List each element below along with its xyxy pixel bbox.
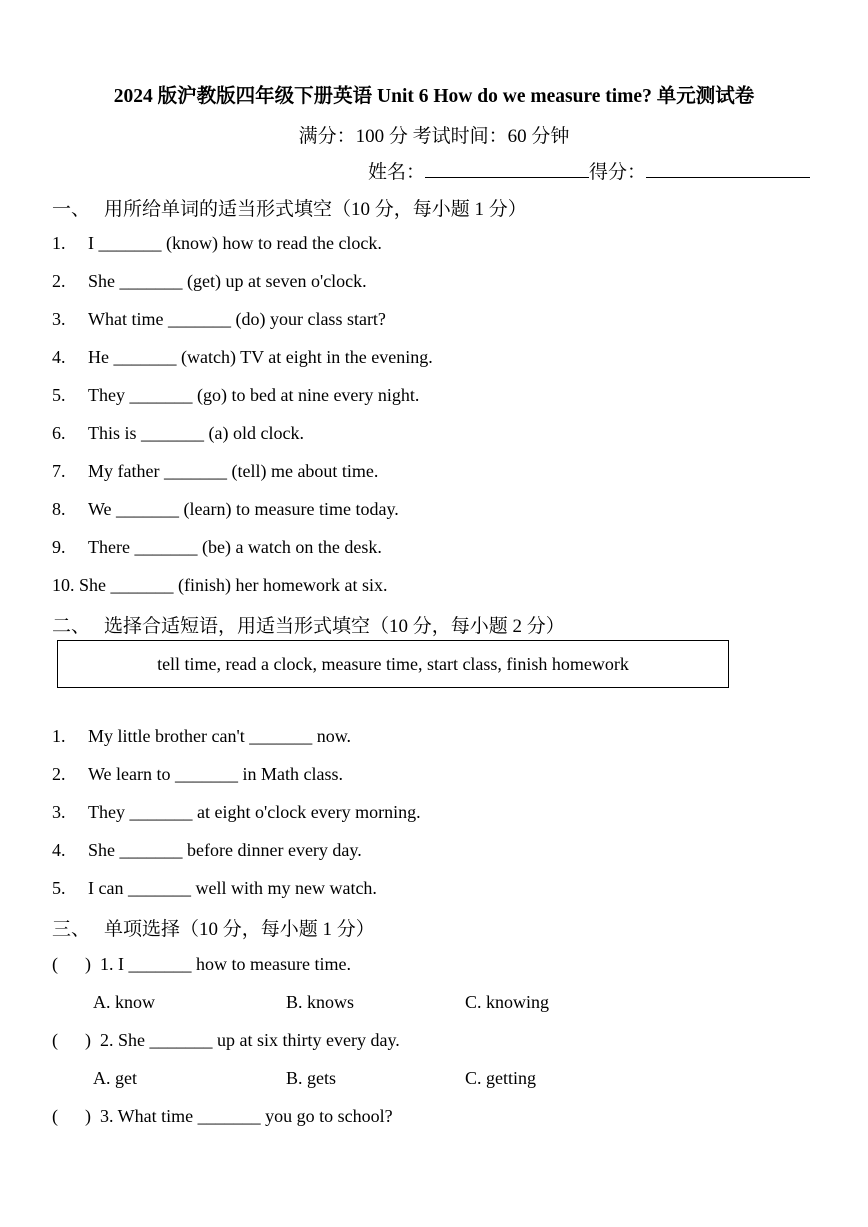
question-number: 4. [52,347,66,367]
option-a: A. know [93,992,155,1012]
question-item [52,423,304,444]
section-number: 一、 [52,199,91,220]
question-item [52,802,421,823]
question-number: 2. [52,764,66,784]
question-text: They _______ at eight o'clock every morning. [88,802,421,822]
question-item [52,309,386,330]
question-text: 2. She _______ up at six thirty every day. [100,1030,400,1050]
question-item [52,575,387,596]
section-title: 选择合适短语，用适当形式填空（10 分，每小题 2 分） [104,616,565,637]
question-item [52,764,343,785]
question-number: 3. [52,309,66,329]
question-number: 2. [52,271,66,291]
question-text: My father _______ (tell) me about time. [88,461,379,481]
question-text: This is _______ (a) old clock. [88,423,304,443]
question-item [52,878,377,899]
answer-paren[interactable]: ( ) [52,1030,91,1050]
section-title: 用所给单词的适当形式填空（10 分，每小题 1 分） [104,199,527,220]
score-label: 得分： [589,162,647,183]
name-score-line [368,157,810,184]
question-item [52,347,433,368]
question-text: She _______ (get) up at seven o'clock. [88,271,367,291]
question-item [52,840,362,861]
question-number: 7. [52,461,66,481]
question-item [52,726,351,747]
answer-paren[interactable]: ( ) [52,1106,91,1126]
question-item [52,233,382,254]
option-b: B. knows [286,992,355,1012]
question-text: She _______ (finish) her homework at six. [79,575,388,595]
question-number: 5. [52,878,66,898]
question-text: We _______ (learn) to measure time today. [88,499,399,519]
name-label: 姓名： [368,162,426,183]
answer-paren[interactable]: ( ) [52,954,91,974]
name-blank[interactable] [425,159,589,178]
section-number: 三、 [52,919,91,940]
question-text: We learn to _______ in Math class. [88,764,343,784]
section-title: 单项选择（10 分，每小题 1 分） [104,919,375,940]
question-text: There _______ (be) a watch on the desk. [88,537,382,557]
question-text: I _______ (know) how to read the clock. [88,233,382,253]
question-number: 1. [52,233,66,253]
question-number: 3. [52,802,66,822]
choice-question [52,1030,400,1051]
question-text: 1. I _______ how to measure time. [100,954,351,974]
word-bank-box: tell time, read a clock, measure time, start class, finish homework [57,640,729,688]
section-1-heading [52,194,527,221]
question-item [52,499,399,520]
question-text: She _______ before dinner every day. [88,840,362,860]
question-text: 3. What time _______ you go to school? [100,1106,393,1126]
question-text: He _______ (watch) TV at eight in the evening. [88,347,433,367]
question-item [52,271,367,292]
section-number: 二、 [52,616,91,637]
option-c: C. getting [465,1068,536,1088]
question-number: 1. [52,726,66,746]
question-text: I can _______ well with my new watch. [88,878,377,898]
question-number: 6. [52,423,66,443]
question-number: 5. [52,385,66,405]
question-text: What time _______ (do) your class start? [88,309,386,329]
question-text: They _______ (go) to bed at nine every night. [88,385,420,405]
option-c: C. knowing [465,992,550,1012]
question-number: 9. [52,537,66,557]
section-3-heading [52,914,375,941]
option-a: A. get [93,1068,137,1088]
question-number: 10. [52,575,75,595]
choice-question [52,1106,393,1127]
option-b: B. gets [286,1068,337,1088]
question-item [52,461,378,482]
question-number: 4. [52,840,66,860]
section-2-heading [52,611,565,638]
score-blank[interactable] [646,159,810,178]
choice-question [52,954,351,975]
question-item [52,537,382,558]
question-item [52,385,419,406]
score-and-time-line: 满分：100 分 考试时间：60 分钟 [298,126,570,147]
question-number: 8. [52,499,66,519]
page-title: 2024 版沪教版四年级下册英语 Unit 6 How do we measure time? 单元测试卷 [113,86,755,107]
question-text: My little brother can't _______ now. [88,726,352,746]
